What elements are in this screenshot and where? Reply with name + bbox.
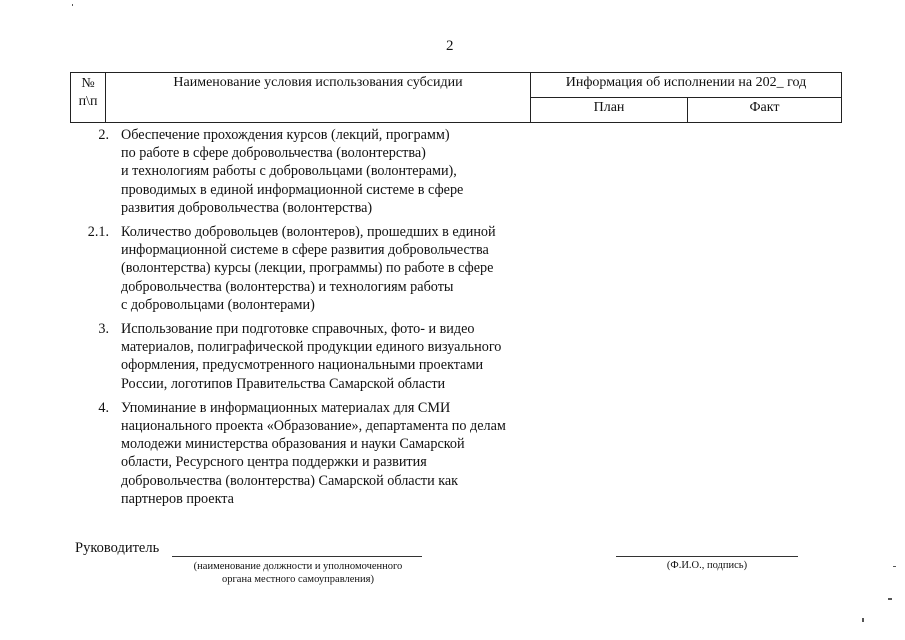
header-fact-cell <box>688 98 842 123</box>
item-text: Использование при подготовке справочных, фото- и видео материалов, полиграфической продукции единого визуального оформления, предусмотренного национальными проектами России, логотипов Правительства Самарской области <box>121 321 502 392</box>
header-plan-cell <box>531 98 688 123</box>
signature-caption-name: (Ф.И.О., подпись) <box>666 560 748 571</box>
signature-label: Руководитель <box>75 540 160 556</box>
scan-speck <box>72 4 73 6</box>
item-text: Обеспечение прохождения курсов (лекций, программ) по работе в сфере добровольчества (волонтерства) и технологиям работы с добровольцами (волонтерами), проводимых в единой информационной системе в сфере развития добровольчества (волонтерства) <box>121 127 464 216</box>
item-number: 3. <box>98 321 109 338</box>
item-text: Количество добровольцев (волонтеров), прошедших в единой информационной системе в сфере развития добровольчества (волонтерства) курсы (лекции, программы) по работе в сфере добровольчества (волонтерства) и технологиям работы с добровольцами (волонтерами) <box>121 224 496 313</box>
header-table <box>70 72 842 123</box>
list-item <box>70 126 540 217</box>
item-text: Упоминание в информационных материалах для СМИ национального проекта «Образование», департамента по делам молодежи министерства образования и науки Самарской области, Ресурсного центра поддержки и развития добровольчества (волонтерства) Самарской области как партнеров проекта <box>121 399 506 507</box>
header-info-label: Информация об исполнении на 202_ год <box>565 75 807 90</box>
conditions-list <box>70 126 540 514</box>
header-name-label: Наименование условия использования субсидии <box>173 75 463 90</box>
header-plan-label: План <box>593 100 625 115</box>
signature-caption-position: (наименование должности и уполномоченного органа местного самоуправления) <box>193 561 403 585</box>
item-number: 2. <box>98 127 109 143</box>
header-num-cell <box>71 73 106 123</box>
header-num-label: № п\п <box>78 76 98 109</box>
list-item <box>70 320 540 393</box>
scan-speck <box>888 598 892 600</box>
header-name-cell <box>106 73 531 123</box>
page-number: 2 <box>446 38 454 54</box>
scan-speck <box>893 566 896 567</box>
signature-line-position <box>172 556 422 557</box>
list-item <box>70 399 540 508</box>
signature-line-name <box>616 556 798 557</box>
item-number: 4. <box>98 399 109 416</box>
scan-speck <box>862 618 864 622</box>
list-item <box>70 223 540 314</box>
header-fact-label: Факт <box>749 100 780 115</box>
item-number: 2.1. <box>87 224 109 241</box>
header-info-cell <box>531 73 842 98</box>
